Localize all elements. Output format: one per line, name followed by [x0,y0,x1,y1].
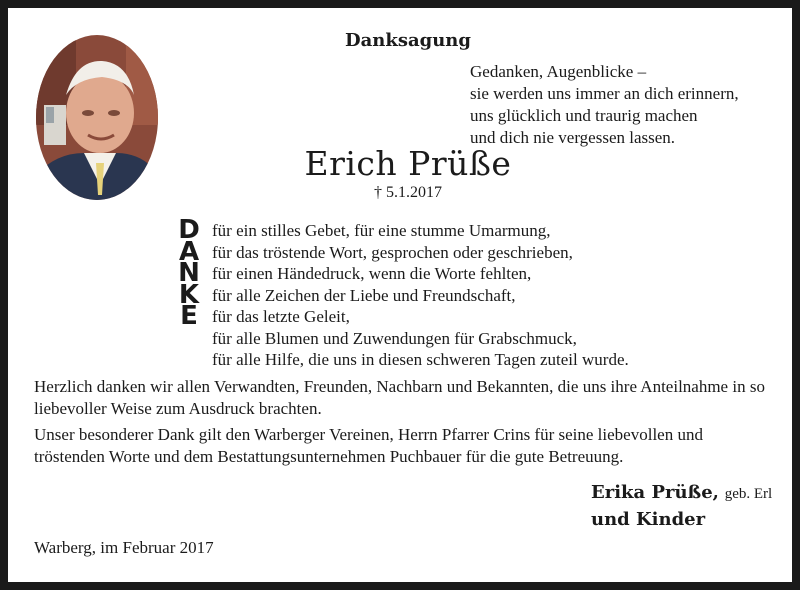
signature-name: Erika Prüße, [591,482,719,503]
poem-line: uns glücklich und traurig machen [470,106,698,125]
danke-line: für das letzte Geleit, [212,307,350,326]
special-thanks-paragraph: Unser besonderer Dank gilt den Warberger Vereinen, Herrn Pfarrer Crins für seine liebevollen und tröstenden Worte und dem Bestattungsunternehmen Puchbauer für die gute Betreuung. [34,425,703,466]
signature [591,480,791,532]
danke-line: für alle Blumen und Zuwendungen für Grabschmuck, [212,328,577,348]
signature-family: und Kinder [591,509,706,530]
poem-line: Gedanken, Augenblicke – [470,62,647,81]
danke-letter: D [178,215,200,245]
poem-line: und dich nie vergessen lassen. [470,128,676,147]
heading: Danksagung [345,30,471,51]
danke-letter: K [178,279,200,310]
danke-letter: N [178,258,200,288]
portrait-photo [36,35,158,200]
danke-line: für das tröstende Wort, gesprochen oder geschrieben, [212,242,573,262]
danke-lines [212,220,682,371]
poem [470,61,790,149]
danke-acrostic [176,215,202,331]
danke-letter: A [178,236,200,267]
danke-letter: E [180,301,198,331]
place-date: Warberg, im Februar 2017 [34,538,214,557]
danke-line: für alle Zeichen der Liebe und Freundschaft, [212,285,516,305]
thanks-paragraph: Herzlich danken wir allen Verwandten, Freunden, Nachbarn und Bekannten, die uns ihre Anteilnahme in so liebevoller Weise zum Ausdruck brachten. [34,377,765,418]
poem-line: sie werden uns immer an dich erinnern, [470,84,739,103]
danke-line: für alle Hilfe, die uns in diesen schweren Tagen zuteil wurde. [212,350,629,369]
portrait-image [36,35,158,200]
obituary-card [8,8,792,582]
danke-line: für ein stilles Gebet, für eine stumme Umarmung, [212,221,551,240]
deceased-name: Erich Prüße [304,144,512,183]
danke-line: für einen Händedruck, wenn die Worte fehlten, [212,264,532,283]
signature-maiden-name: geb. Erl [724,486,773,502]
death-date: † 5.1.2017 [374,184,442,201]
